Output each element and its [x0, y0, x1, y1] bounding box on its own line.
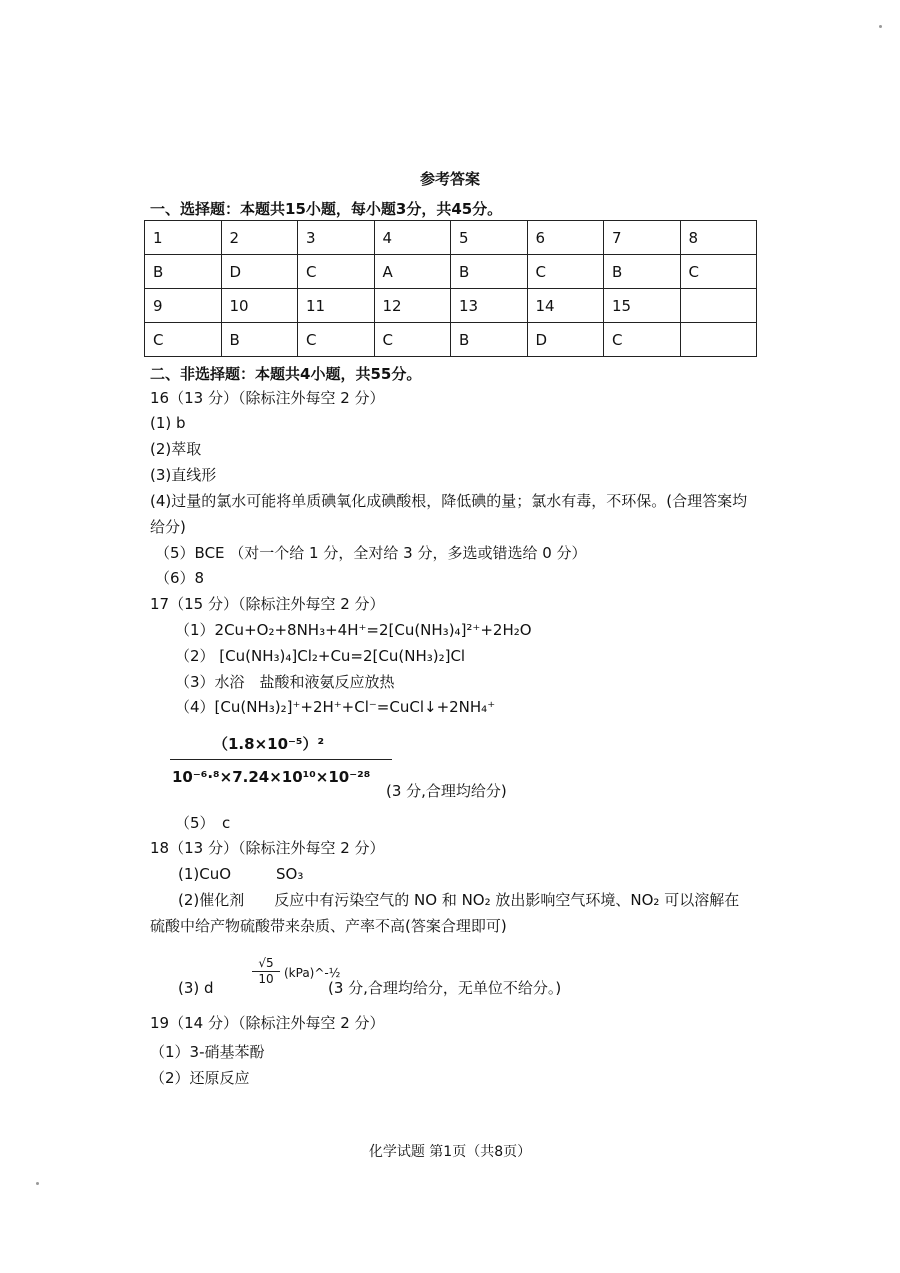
table-cell: C [145, 323, 222, 357]
answer-table [144, 220, 757, 357]
q19-answer-1: （1）3-硝基苯酚 [150, 1043, 265, 1061]
q18-answer-1: (1)CuO SO₃ [178, 865, 304, 883]
q18-answer-3-fraction [252, 956, 280, 986]
table-cell: 13 [451, 289, 528, 323]
table-cell: C [604, 323, 681, 357]
table-cell: B [145, 255, 222, 289]
table-row [145, 289, 757, 323]
q16-answer-2: (2)萃取 [150, 440, 202, 458]
q19-answer-2: （2）还原反应 [150, 1069, 250, 1087]
scan-dot [879, 25, 882, 28]
table-cell: 11 [298, 289, 375, 323]
table-row [145, 323, 757, 357]
table-cell: C [527, 255, 604, 289]
table-cell: C [680, 255, 757, 289]
q18-fraction-denominator: 10 [258, 972, 274, 986]
table-cell: 1 [145, 221, 222, 255]
table-cell: 14 [527, 289, 604, 323]
q17-answer-5: （5） c [175, 814, 231, 832]
q19-heading: 19（14 分）（除标注外每空 2 分） [150, 1014, 385, 1032]
q16-answer-3: (3)直线形 [150, 466, 217, 484]
q16-answer-6: （6）8 [155, 569, 205, 587]
table-cell: 2 [221, 221, 298, 255]
table-cell: 7 [604, 221, 681, 255]
q17-answer-4: （4）[Cu(NH₃)₂]⁺+2H⁺+Cl⁻=CuCl↓+2NH₄⁺ [175, 698, 496, 716]
table-cell [680, 323, 757, 357]
q18-fraction-numerator: √5 [252, 956, 280, 972]
table-cell: C [374, 323, 451, 357]
page-title: 参考答案 [419, 170, 480, 188]
table-cell: C [298, 323, 375, 357]
page-footer: 化学试题 第1页（共8页） [368, 1144, 532, 1160]
q18-answer-2-line1: (2)催化剂 反应中有污染空气的 NO 和 NO₂ 放出影响空气环境、NO₂ 可以溶解在 [178, 891, 740, 909]
table-cell: B [451, 255, 528, 289]
table-row [145, 221, 757, 255]
q17-answer-3: （3）水浴 盐酸和液氨反应放热 [175, 673, 395, 691]
q16-heading: 16（13 分）（除标注外每空 2 分） [150, 389, 385, 407]
table-cell: 10 [221, 289, 298, 323]
q17-fraction-denominator: 10⁻⁶·⁸×7.24×10¹⁰×10⁻²⁸ [172, 768, 371, 786]
table-cell: 15 [604, 289, 681, 323]
q18-heading: 18（13 分）（除标注外每空 2 分） [150, 839, 385, 857]
table-cell: D [221, 255, 298, 289]
q17-fraction-note: (3 分,合理均给分) [386, 782, 507, 800]
q16-answer-5: （5）BCE （对一个给 1 分，全对给 3 分，多选或错选给 0 分） [155, 544, 587, 562]
table-cell: 3 [298, 221, 375, 255]
table-cell: B [604, 255, 681, 289]
table-cell: B [221, 323, 298, 357]
q18-answer-3-unit: (kPa)^-½ [284, 966, 341, 980]
q17-heading: 17（15 分）（除标注外每空 2 分） [150, 595, 385, 613]
table-row [145, 255, 757, 289]
q16-answer-4-line2: 给分) [150, 518, 186, 536]
table-cell: 5 [451, 221, 528, 255]
table-cell: B [451, 323, 528, 357]
q16-answer-1: (1) b [150, 414, 186, 432]
table-cell: 8 [680, 221, 757, 255]
table-cell: D [527, 323, 604, 357]
table-cell: A [374, 255, 451, 289]
table-cell: C [298, 255, 375, 289]
q18-answer-2-line2: 硫酸中给产物硫酸带来杂质、产率不高(答案合理即可) [150, 917, 507, 935]
table-cell [680, 289, 757, 323]
table-cell: 4 [374, 221, 451, 255]
table-cell: 6 [527, 221, 604, 255]
q17-answer-2: （2） [Cu(NH₃)₄]Cl₂+Cu=2[Cu(NH₃)₂]Cl [175, 647, 466, 665]
q18-answer-3-label: (3) d [178, 979, 214, 997]
q17-fraction-numerator: （1.8×10⁻⁵）² [213, 735, 325, 753]
table-cell: 12 [374, 289, 451, 323]
table-cell: 9 [145, 289, 222, 323]
section-free-response-heading: 二、非选择题：本题共4小题，共55分。 [150, 365, 422, 383]
q17-fraction-bar [170, 759, 392, 760]
q18-answer-3-note: (3 分,合理均给分，无单位不给分。) [328, 979, 562, 997]
q16-answer-4-line1: (4)过量的氯水可能将单质碘氧化成碘酸根，降低碘的量；氯水有毒，不环保。(合理答案均 [150, 492, 748, 510]
scan-dot [36, 1182, 39, 1185]
q17-answer-1: （1）2Cu+O₂+8NH₃+4H⁺=2[Cu(NH₃)₄]²⁺+2H₂O [175, 621, 532, 639]
section-multiple-choice-heading: 一、选择题：本题共15小题，每小题3分，共45分。 [150, 200, 503, 218]
